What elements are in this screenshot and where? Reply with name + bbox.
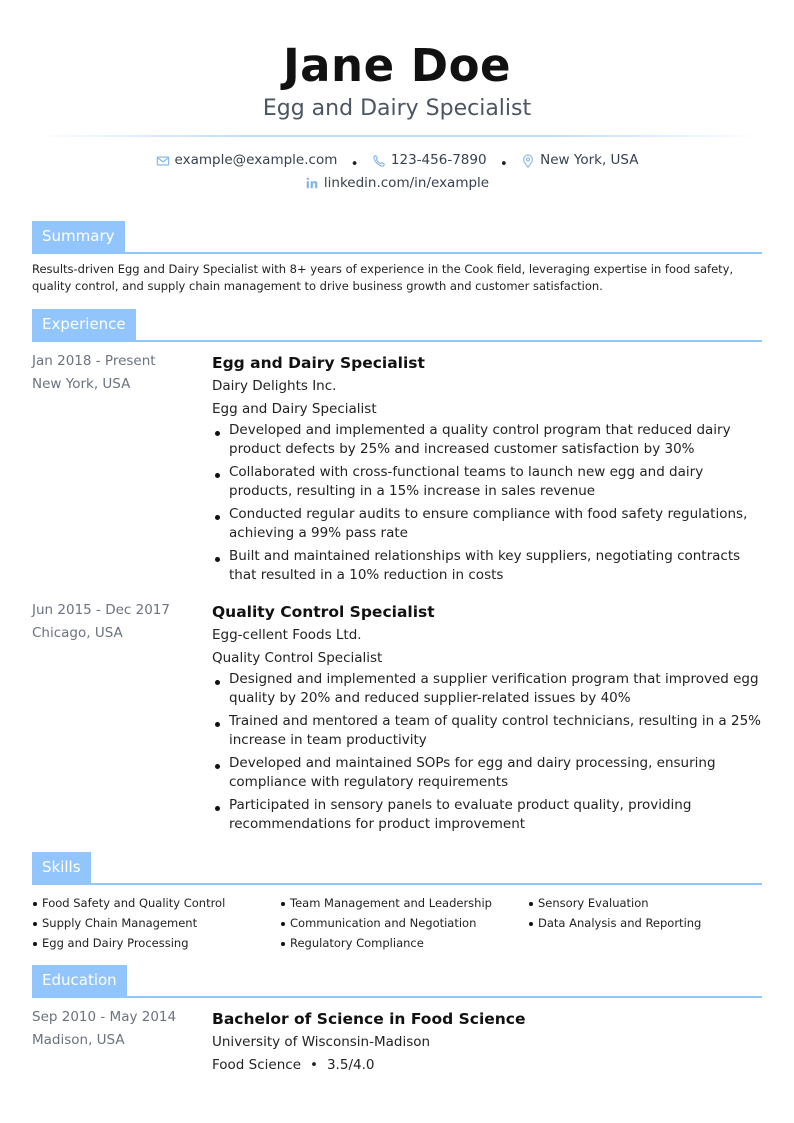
education-field: Food Science	[212, 1057, 301, 1073]
skill-item: Supply Chain Management	[32, 913, 280, 933]
job-dates: Jan 2018 - Present	[32, 353, 156, 369]
contact-separator: •	[350, 155, 359, 172]
job-company: Dairy Delights Inc.	[212, 378, 337, 394]
contact-location-text: New York, USA	[540, 152, 639, 168]
contact-email-text: example@example.com	[174, 152, 338, 168]
skill-item: Egg and Dairy Processing	[32, 933, 280, 953]
contact-phone-text: 123-456-7890	[390, 152, 487, 168]
section-label-experience: Experience	[32, 309, 136, 340]
job-bullet: Designed and implemented a supplier verification program that improved egg quality by 20% and reduced supplier-related issues by 40%	[212, 670, 762, 708]
education-details	[212, 1006, 762, 1077]
job-dates: Jun 2015 - Dec 2017	[32, 602, 170, 618]
phone-icon	[372, 154, 386, 168]
education-dates: Sep 2010 - May 2014	[32, 1009, 177, 1025]
job-bullet: Developed and maintained SOPs for egg and dairy processing, ensuring compliance with regulatory requirements	[212, 754, 762, 792]
section-header	[32, 221, 762, 254]
linkedin-icon	[305, 176, 319, 190]
education-entry	[32, 1006, 762, 1077]
job-title: Egg and Dairy Specialist	[212, 354, 425, 372]
experience-section	[32, 309, 762, 838]
contact-email[interactable]	[156, 151, 338, 170]
job-bullet: Developed and implemented a quality control program that reduced dairy product defects by 25% and increased customer satisfaction by 30%	[212, 421, 762, 459]
skill-item: Sensory Evaluation	[528, 893, 762, 913]
skill-item: Team Management and Leadership	[280, 893, 528, 913]
skill-item: Data Analysis and Reporting	[528, 913, 762, 933]
job-bullets	[212, 421, 762, 585]
job-details	[212, 599, 762, 838]
job-entry	[32, 350, 762, 589]
job-company: Egg-cellent Foods Ltd.	[212, 627, 362, 643]
job-bullet: Built and maintained relationships with key suppliers, negotiating contracts that resulted in a 10% reduction in costs	[212, 547, 762, 585]
map-pin-icon	[521, 154, 535, 168]
job-role: Quality Control Specialist	[212, 650, 383, 666]
job-location: New York, USA	[32, 376, 131, 392]
job-location: Chicago, USA	[32, 625, 123, 641]
skill-item: Regulatory Compliance	[280, 933, 528, 953]
job-bullet: Trained and mentored a team of quality control technicians, resulting in a 25% increase in team productivity	[212, 712, 762, 750]
education-degree: Bachelor of Science in Food Science	[212, 1010, 526, 1028]
summary-section	[32, 221, 762, 295]
job-title: Quality Control Specialist	[212, 603, 435, 621]
job-role: Egg and Dairy Specialist	[212, 401, 377, 417]
resume-name: Jane Doe	[282, 39, 512, 92]
education-location: Madison, USA	[32, 1032, 125, 1048]
education-meta	[32, 1006, 212, 1077]
skill-item: Food Safety and Quality Control	[32, 893, 280, 913]
section-header	[32, 965, 762, 998]
section-label-skills: Skills	[32, 852, 91, 883]
section-header	[32, 309, 762, 342]
header-divider	[32, 135, 762, 137]
resume-title: Egg and Dairy Specialist	[262, 96, 532, 121]
job-entry	[32, 599, 762, 838]
summary-text: Results-driven Egg and Dairy Specialist with 8+ years of experience in the Cook field, leveraging expertise in food safety, quality control, and supply chain management to drive business growth and customer satisfaction.	[32, 262, 734, 293]
resume-page	[32, 0, 762, 1077]
envelope-icon	[156, 154, 170, 168]
job-details	[212, 350, 762, 589]
skills-section	[32, 852, 762, 953]
job-bullet: Conducted regular audits to ensure compliance with food safety regulations, achieving a 99% pass rate	[212, 505, 762, 543]
job-bullet: Collaborated with cross-functional teams to launch new egg and dairy products, resulting in a 15% increase in sales revenue	[212, 463, 762, 501]
section-label-summary: Summary	[32, 221, 125, 252]
job-meta	[32, 350, 212, 589]
skill-item: Communication and Negotiation	[280, 913, 528, 933]
section-label-education: Education	[32, 965, 127, 996]
contact-phone[interactable]	[372, 151, 487, 170]
contact-info	[32, 151, 762, 196]
education-gpa: 3.5/4.0	[326, 1057, 375, 1073]
contact-row-1	[32, 151, 762, 174]
job-meta	[32, 599, 212, 838]
skills-list	[32, 893, 762, 953]
education-section	[32, 965, 762, 1077]
contact-location	[521, 151, 638, 170]
section-header	[32, 852, 762, 885]
contact-linkedin[interactable]	[305, 174, 489, 193]
education-separator: •	[310, 1057, 318, 1073]
contact-row-2	[32, 174, 762, 197]
education-field-gpa	[212, 1054, 374, 1077]
contact-linkedin-text: linkedin.com/in/example	[323, 174, 490, 191]
job-bullets	[212, 670, 762, 834]
education-school: University of Wisconsin-Madison	[212, 1034, 431, 1050]
job-bullet: Participated in sensory panels to evaluate product quality, providing recommendations for product improvement	[212, 796, 762, 834]
contact-separator: •	[499, 155, 508, 172]
